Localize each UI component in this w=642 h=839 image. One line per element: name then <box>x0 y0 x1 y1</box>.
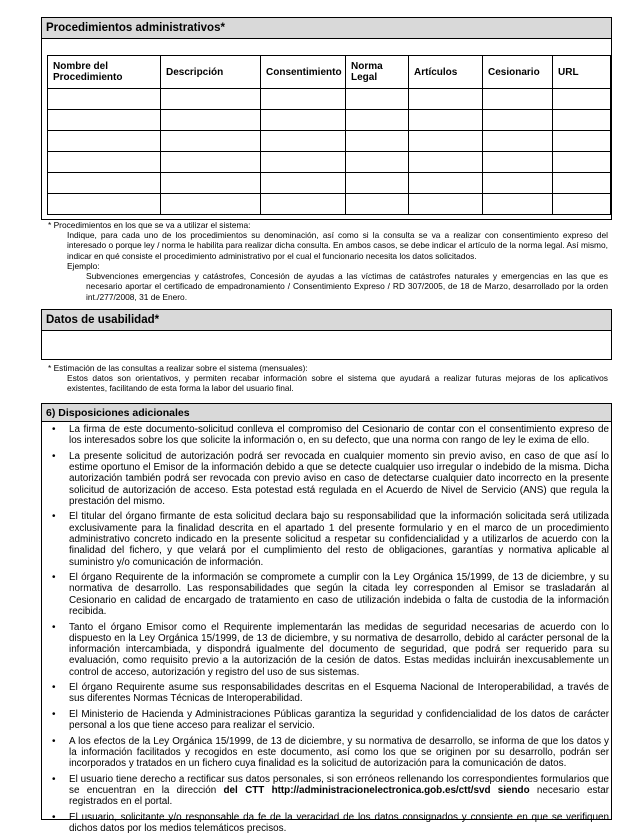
table-cell[interactable] <box>409 152 483 173</box>
table-cell[interactable] <box>261 110 346 131</box>
bullet-icon: • <box>52 572 56 584</box>
table-cell[interactable] <box>48 131 161 152</box>
table-header-row <box>48 56 611 89</box>
table-row <box>48 152 611 173</box>
bullet-icon: • <box>52 511 56 523</box>
usabilidad-input-area[interactable] <box>42 331 611 359</box>
table-cell[interactable] <box>553 110 611 131</box>
table-cell[interactable] <box>483 131 553 152</box>
list-item: • El usuario, solicitante y/o responsable da fe de la veracidad de los datos consignados y consiente en que se verifiquen dichos datos por los medios telemáticos precisos. <box>52 811 609 835</box>
bullet-icon: • <box>52 621 56 633</box>
procedimientos-note-body: Indique, para cada uno de los procedimientos su denominación, así como si la consulta se va a realizar con consentimiento expreso del interesado o porque ley / norma le habilita para realizar dicha consulta. En ambos casos, se debe indicar el artículo de la norma legal. Así mismo, indicar en qué consiste el procedimiento administrativo por el cual el funcionario necesita los datos solicitados. <box>67 230 608 261</box>
table-cell[interactable] <box>161 152 261 173</box>
table-cell[interactable] <box>261 152 346 173</box>
col-descripcion: Descripción <box>161 56 261 89</box>
bullet-icon: • <box>52 682 56 694</box>
bullet-icon: • <box>52 424 56 435</box>
table-row <box>48 131 611 152</box>
table-cell[interactable] <box>161 110 261 131</box>
col-consentimiento: Consentimiento <box>261 56 346 89</box>
table-cell[interactable] <box>48 194 161 215</box>
table-cell[interactable] <box>553 152 611 173</box>
procedimientos-title: Procedimientos administrativos* <box>46 22 225 34</box>
table-cell[interactable] <box>346 152 409 173</box>
usabilidad-title: Datos de usabilidad* <box>46 314 160 326</box>
list-item: • La firma de este documento-solicitud conlleva el compromiso del Cesionario de contar con el consentimiento expreso de los interesados sobre los que solicite la información o, en su defecto, que una norma con rango de ley le exima de ello. <box>52 424 609 447</box>
table-cell[interactable] <box>346 194 409 215</box>
table-cell[interactable] <box>483 89 553 110</box>
table-cell[interactable] <box>346 173 409 194</box>
table-row <box>48 173 611 194</box>
col-articulos: Artículos <box>409 56 483 89</box>
table-cell[interactable] <box>161 173 261 194</box>
table-cell[interactable] <box>409 89 483 110</box>
procedimientos-note-title: * Procedimientos en los que se va a utilizar el sistema: <box>48 220 251 230</box>
bullet-icon: • <box>52 450 56 462</box>
table-cell[interactable] <box>553 173 611 194</box>
table-cell[interactable] <box>553 194 611 215</box>
table-cell[interactable] <box>48 173 161 194</box>
table-cell[interactable] <box>261 194 346 215</box>
table-cell[interactable] <box>261 173 346 194</box>
table-cell[interactable] <box>48 110 161 131</box>
procedimientos-example-label: Ejemplo: <box>67 261 100 271</box>
table-cell[interactable] <box>261 131 346 152</box>
col-cesionario: Cesionario <box>483 56 553 89</box>
procedimientos-table <box>47 55 611 215</box>
table-cell[interactable] <box>409 194 483 215</box>
table-cell[interactable] <box>48 152 161 173</box>
disposiciones-title: 6) Disposiciones adicionales <box>46 406 190 419</box>
list-item: • La presente solicitud de autorización podrá ser revocada en cualquier momento sin previo aviso, en caso de que así lo estime oportuno el Emisor de la información debido a que se detecte cualquier uso irregular o indebido de la misma. Dicha autorización también podrá ser revocada con previo aviso en caso de detectarse cualquier dato incorrecto en la presente solicitud de autorización de acceso. Esta potestad está regulada en el Acuerdo de Nivel de Servicio (ANS) que regula la prestación del mismo. <box>52 450 609 507</box>
list-item: • El órgano Requirente de la información se compromete a cumplir con la Ley Orgánica 15/1999, de 13 de diciembre, y su normativa de desarrollo. Las responsabilidades que según la citada ley corresponden al Emisor se trasladarán al Cesionario en calidad de encargado de tratamiento en caso de utilización indebida o falta de custodia de la información recibida. <box>52 572 609 618</box>
table-row <box>48 110 611 131</box>
list-item: • Tanto el órgano Emisor como el Requirente implementarán las medidas de seguridad necesarias de acuerdo con lo dispuesto en la Ley Orgánica 15/1999, de 13 de diciembre, y su normativa de desarrollo, debido al carácter personal de la información intercambiada, y dispondrá igualmente del documento de seguridad, que podrá ser requerido para su evaluación, como requisito previo a la autorización de la cesión de datos. Estas medidas incluirán inexcusablemente un control de acceso, autorización y registro del uso de sus sistemas. <box>52 621 609 678</box>
list-item: • El Ministerio de Hacienda y Administraciones Públicas garantiza la seguridad y confidencialidad de los datos de carácter personal a los que tiene acceso para realizar el servicio. <box>52 708 609 732</box>
list-item: • A los efectos de la Ley Orgánica 15/1999, de 13 de diciembre, y su normativa de desarrollo, se informa de que los datos y la información facilitados y recogidos en este documento, así como los que se originen por su desarrollo, podrán ser incorporados y tratados en un fichero cuya finalidad es la solicitud de autorización para la comunicación de datos. <box>52 735 609 770</box>
bullet-icon: • <box>52 735 56 747</box>
table-cell[interactable] <box>483 152 553 173</box>
list-item: • El titular del órgano firmante de esta solicitud declara bajo su responsabilidad que la información solicitada será utilizada exclusivamente para la finalidad descrita en el apartado 1 del presente formulario y en el marco de un procedimiento administrativo concreto indicado en la presente solicitud a respetar su confidencialidad y a utilizarlos de acuerdo con la finalidad del fichero, y que velará por el cumplimiento del resto de obligaciones, garantías y normativa aplicable al suministro y/o comunicación de información. <box>52 511 609 568</box>
disposiciones-header <box>42 404 611 422</box>
col-nombre: Nombre del Procedimiento <box>48 56 161 89</box>
table-cell[interactable] <box>346 110 409 131</box>
procedimientos-header <box>42 18 611 39</box>
table-cell[interactable] <box>483 173 553 194</box>
col-norma-legal: Norma Legal <box>346 56 409 89</box>
table-cell[interactable] <box>161 89 261 110</box>
list-item: • El usuario tiene derecho a rectificar sus datos personales, si son erróneos rellenando los correspondientes formularios que se encuentran en la dirección del CTT http://administracionelectronica.gob.es/ctt/svd siendo necesario estar registrados en el portal. <box>52 773 609 808</box>
table-cell[interactable] <box>553 131 611 152</box>
usabilidad-note-body: Estos datos son orientativos, y permiten recabar información sobre el sistema que ayudará a realizar futuras mejoras de los aplicativos existentes, facilitando de esta forma la labor del usuario final. <box>67 373 608 394</box>
procedimientos-example-text: Subvenciones emergencias y catástrofes, Concesión de ayudas a las víctimas de catástrofes naturales y emergencias en las que es necesario aportar el certificado de empadronamiento / Consentimiento Expreso / RD 307/2005, de 18 de Marzo, desarrollado por la orden int./277/2008, 31 de Enero. <box>86 271 608 302</box>
table-cell[interactable] <box>409 110 483 131</box>
table-cell[interactable] <box>261 89 346 110</box>
bullet-icon: • <box>52 773 56 785</box>
ctt-link[interactable]: del CTT http://administracionelectronica.gob.es/ctt/svd siendo <box>223 785 530 797</box>
table-cell[interactable] <box>483 194 553 215</box>
table-cell[interactable] <box>483 110 553 131</box>
table-cell[interactable] <box>48 89 161 110</box>
bullet-icon: • <box>52 811 56 823</box>
disposiciones-list <box>49 424 609 839</box>
table-cell[interactable] <box>553 89 611 110</box>
table-cell[interactable] <box>409 131 483 152</box>
usabilidad-note-title: * Estimación de las consultas a realizar sobre el sistema (mensuales): <box>48 363 308 373</box>
table-cell[interactable] <box>161 194 261 215</box>
table-row <box>48 194 611 215</box>
table-row <box>48 89 611 110</box>
list-item: • El órgano Requirente asume sus responsabilidades descritas en el Esquema Nacional de Interoperabilidad, a través de sus diferentes Normas Técnicas de Interoperabilidad. <box>52 682 609 705</box>
table-cell[interactable] <box>346 131 409 152</box>
table-cell[interactable] <box>409 173 483 194</box>
table-cell[interactable] <box>161 131 261 152</box>
col-url: URL <box>553 56 611 89</box>
bullet-icon: • <box>52 708 56 720</box>
usabilidad-box <box>41 309 612 360</box>
usabilidad-header <box>42 310 611 331</box>
table-cell[interactable] <box>346 89 409 110</box>
